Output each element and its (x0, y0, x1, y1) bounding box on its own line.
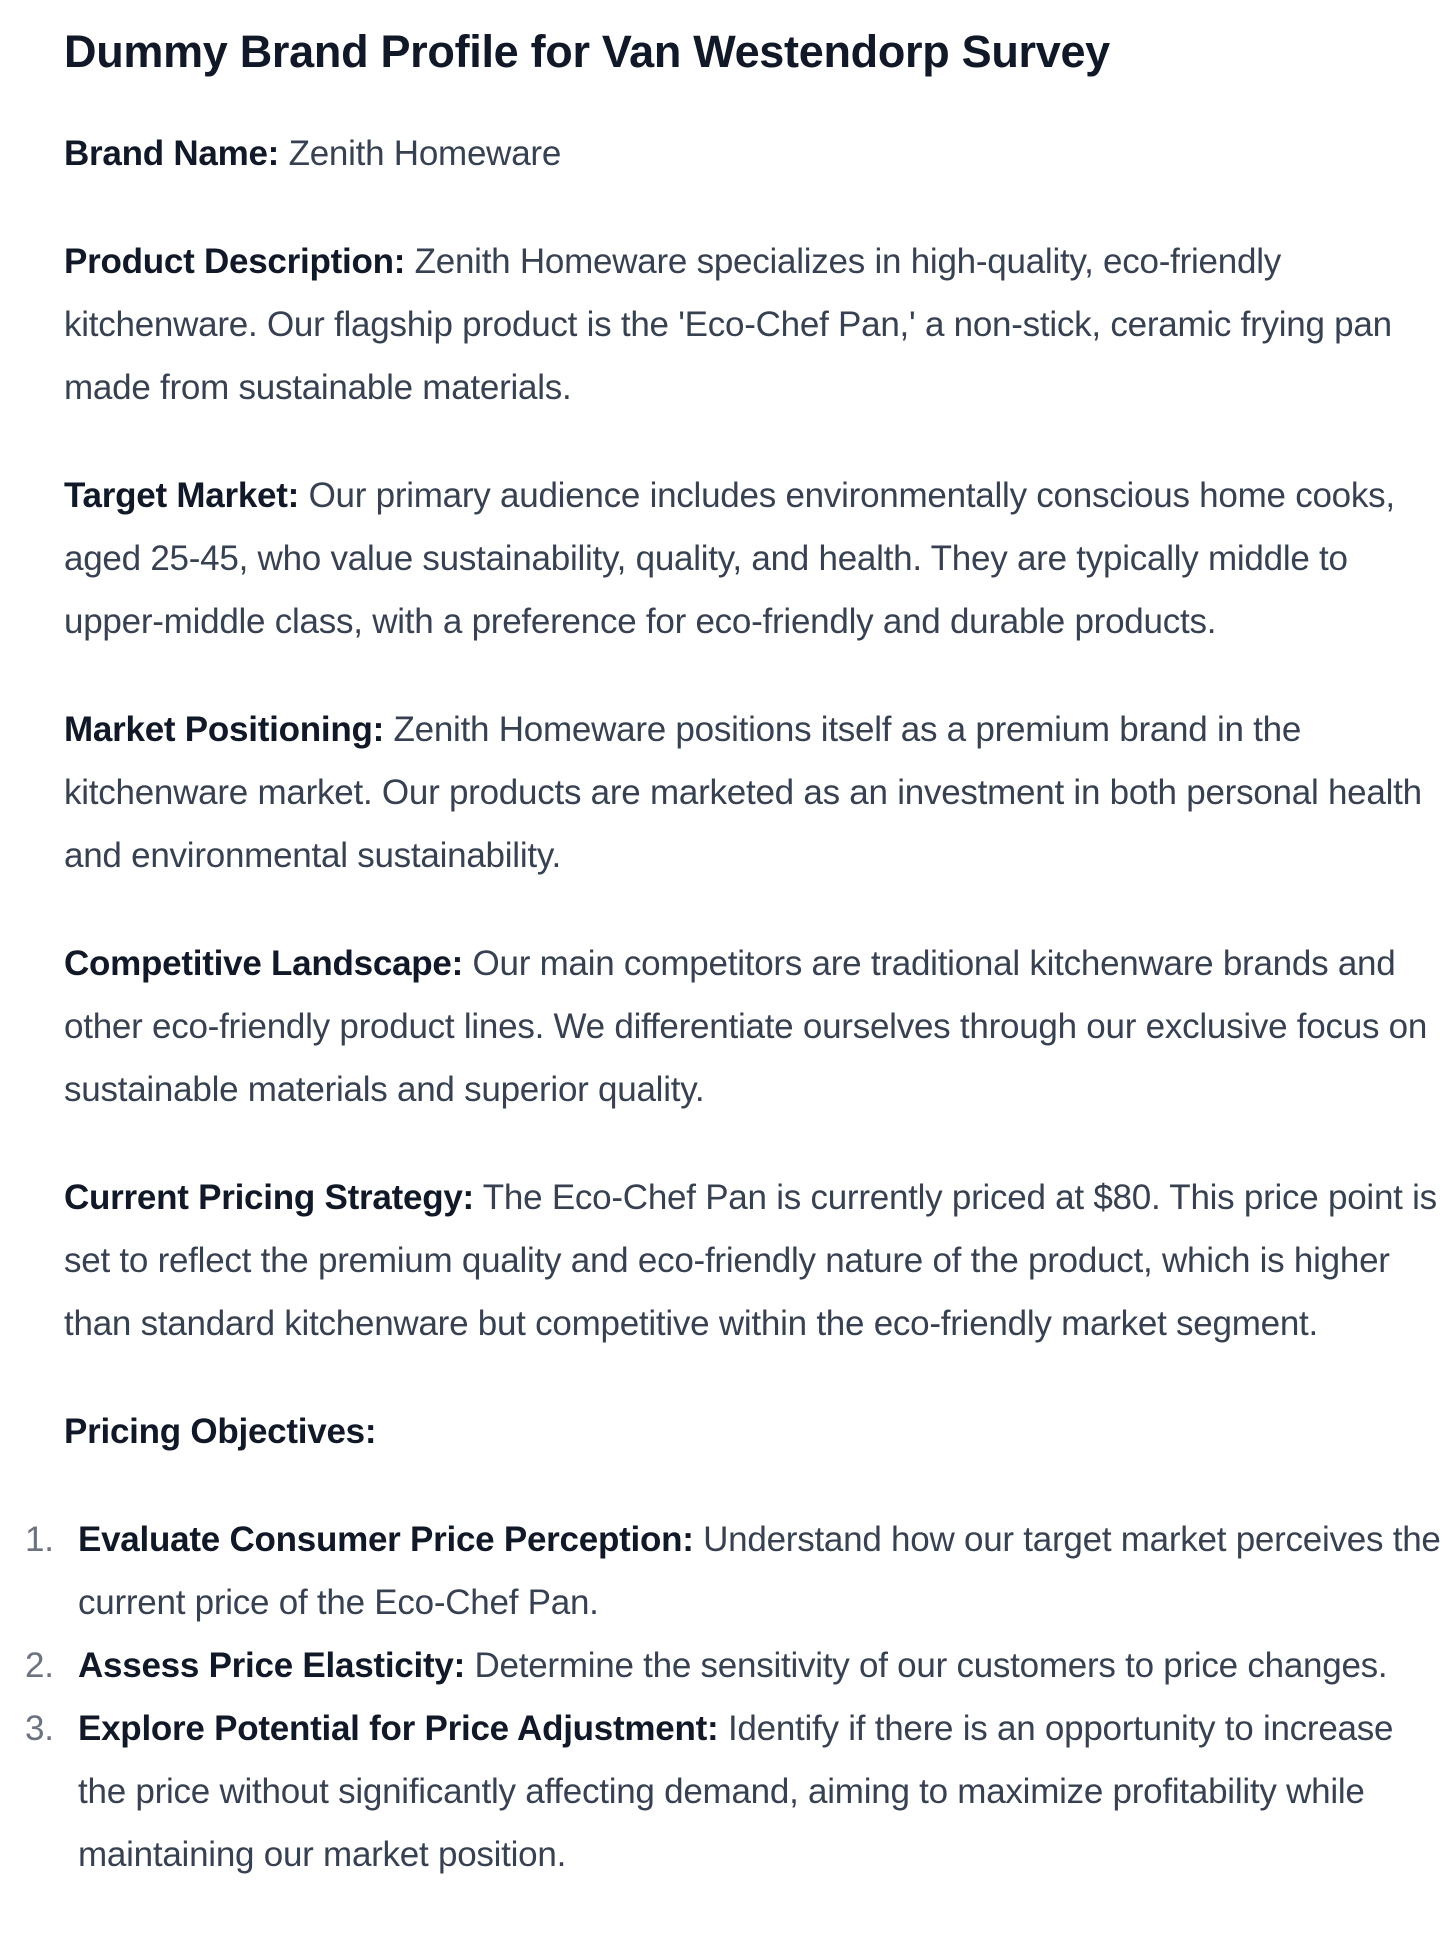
target-market-text: Our primary audience includes environmentally conscious home cooks, aged 25-45, who value sustainability, quality, and health. They are typically middle to upper-middle class, with a preference for eco-friendly and durable products. (64, 476, 1395, 641)
market-positioning-paragraph (64, 698, 1439, 887)
list-item (25, 1697, 1443, 1886)
current-pricing-label: Current Pricing Strategy: (64, 1178, 474, 1217)
pricing-objectives-list (25, 1508, 1456, 1886)
list-item-number: 3. (25, 1709, 54, 1748)
list-item-text: Determine the sensitivity of our customers to price changes. (474, 1646, 1388, 1685)
competitive-landscape-paragraph (64, 932, 1439, 1121)
target-market-label: Target Market: (64, 476, 300, 515)
list-item-number: 1. (25, 1520, 54, 1559)
list-item-text: Identify if there is an opportunity to increase the price without significantly affecting demand, aiming to maximize profitability while maintaining our market position. (78, 1709, 1394, 1874)
list-item-text: Understand how our target market perceives the current price of the Eco-Chef Pan. (78, 1520, 1441, 1622)
list-item-label: Explore Potential for Price Adjustment: (78, 1709, 719, 1748)
target-market-paragraph (64, 464, 1439, 653)
list-item-label: Evaluate Consumer Price Perception: (78, 1520, 694, 1559)
competitive-landscape-text: Our main competitors are traditional kitchenware brands and other eco-friendly product lines. We differentiate ourselves through our exclusive focus on sustainable materials and superior quality. (64, 944, 1428, 1109)
product-description-label: Product Description: (64, 242, 406, 281)
list-item (25, 1508, 1443, 1634)
list-item-number: 2. (25, 1646, 54, 1685)
brand-name-paragraph (64, 122, 1439, 185)
brand-name-text: Zenith Homeware (288, 134, 562, 173)
list-item-label: Assess Price Elasticity: (78, 1646, 466, 1685)
list-item (25, 1634, 1443, 1697)
product-description-text: Zenith Homeware specializes in high-quality, eco-friendly kitchenware. Our flagship product is the 'Eco-Chef Pan,' a non-stick, ceramic frying pan made from sustainable materials. (64, 242, 1392, 407)
competitive-landscape-label: Competitive Landscape: (64, 944, 464, 983)
brand-name-label: Brand Name: (64, 134, 280, 173)
document-title: Dummy Brand Profile for Van Westendorp Survey (64, 26, 1110, 77)
product-description-paragraph (64, 230, 1439, 419)
current-pricing-text: The Eco-Chef Pan is currently priced at $80. This price point is set to reflect the premium quality and eco-friendly nature of the product, which is higher than standard kitchenware but competitive within the eco-friendly market segment. (64, 1178, 1437, 1343)
pricing-objectives-heading: Pricing Objectives: (64, 1412, 377, 1451)
market-positioning-label: Market Positioning: (64, 710, 384, 749)
current-pricing-paragraph (64, 1166, 1439, 1355)
market-positioning-text: Zenith Homeware positions itself as a premium brand in the kitchenware market. Our products are marketed as an investment in both personal health and environmental sustainability. (64, 710, 1422, 875)
